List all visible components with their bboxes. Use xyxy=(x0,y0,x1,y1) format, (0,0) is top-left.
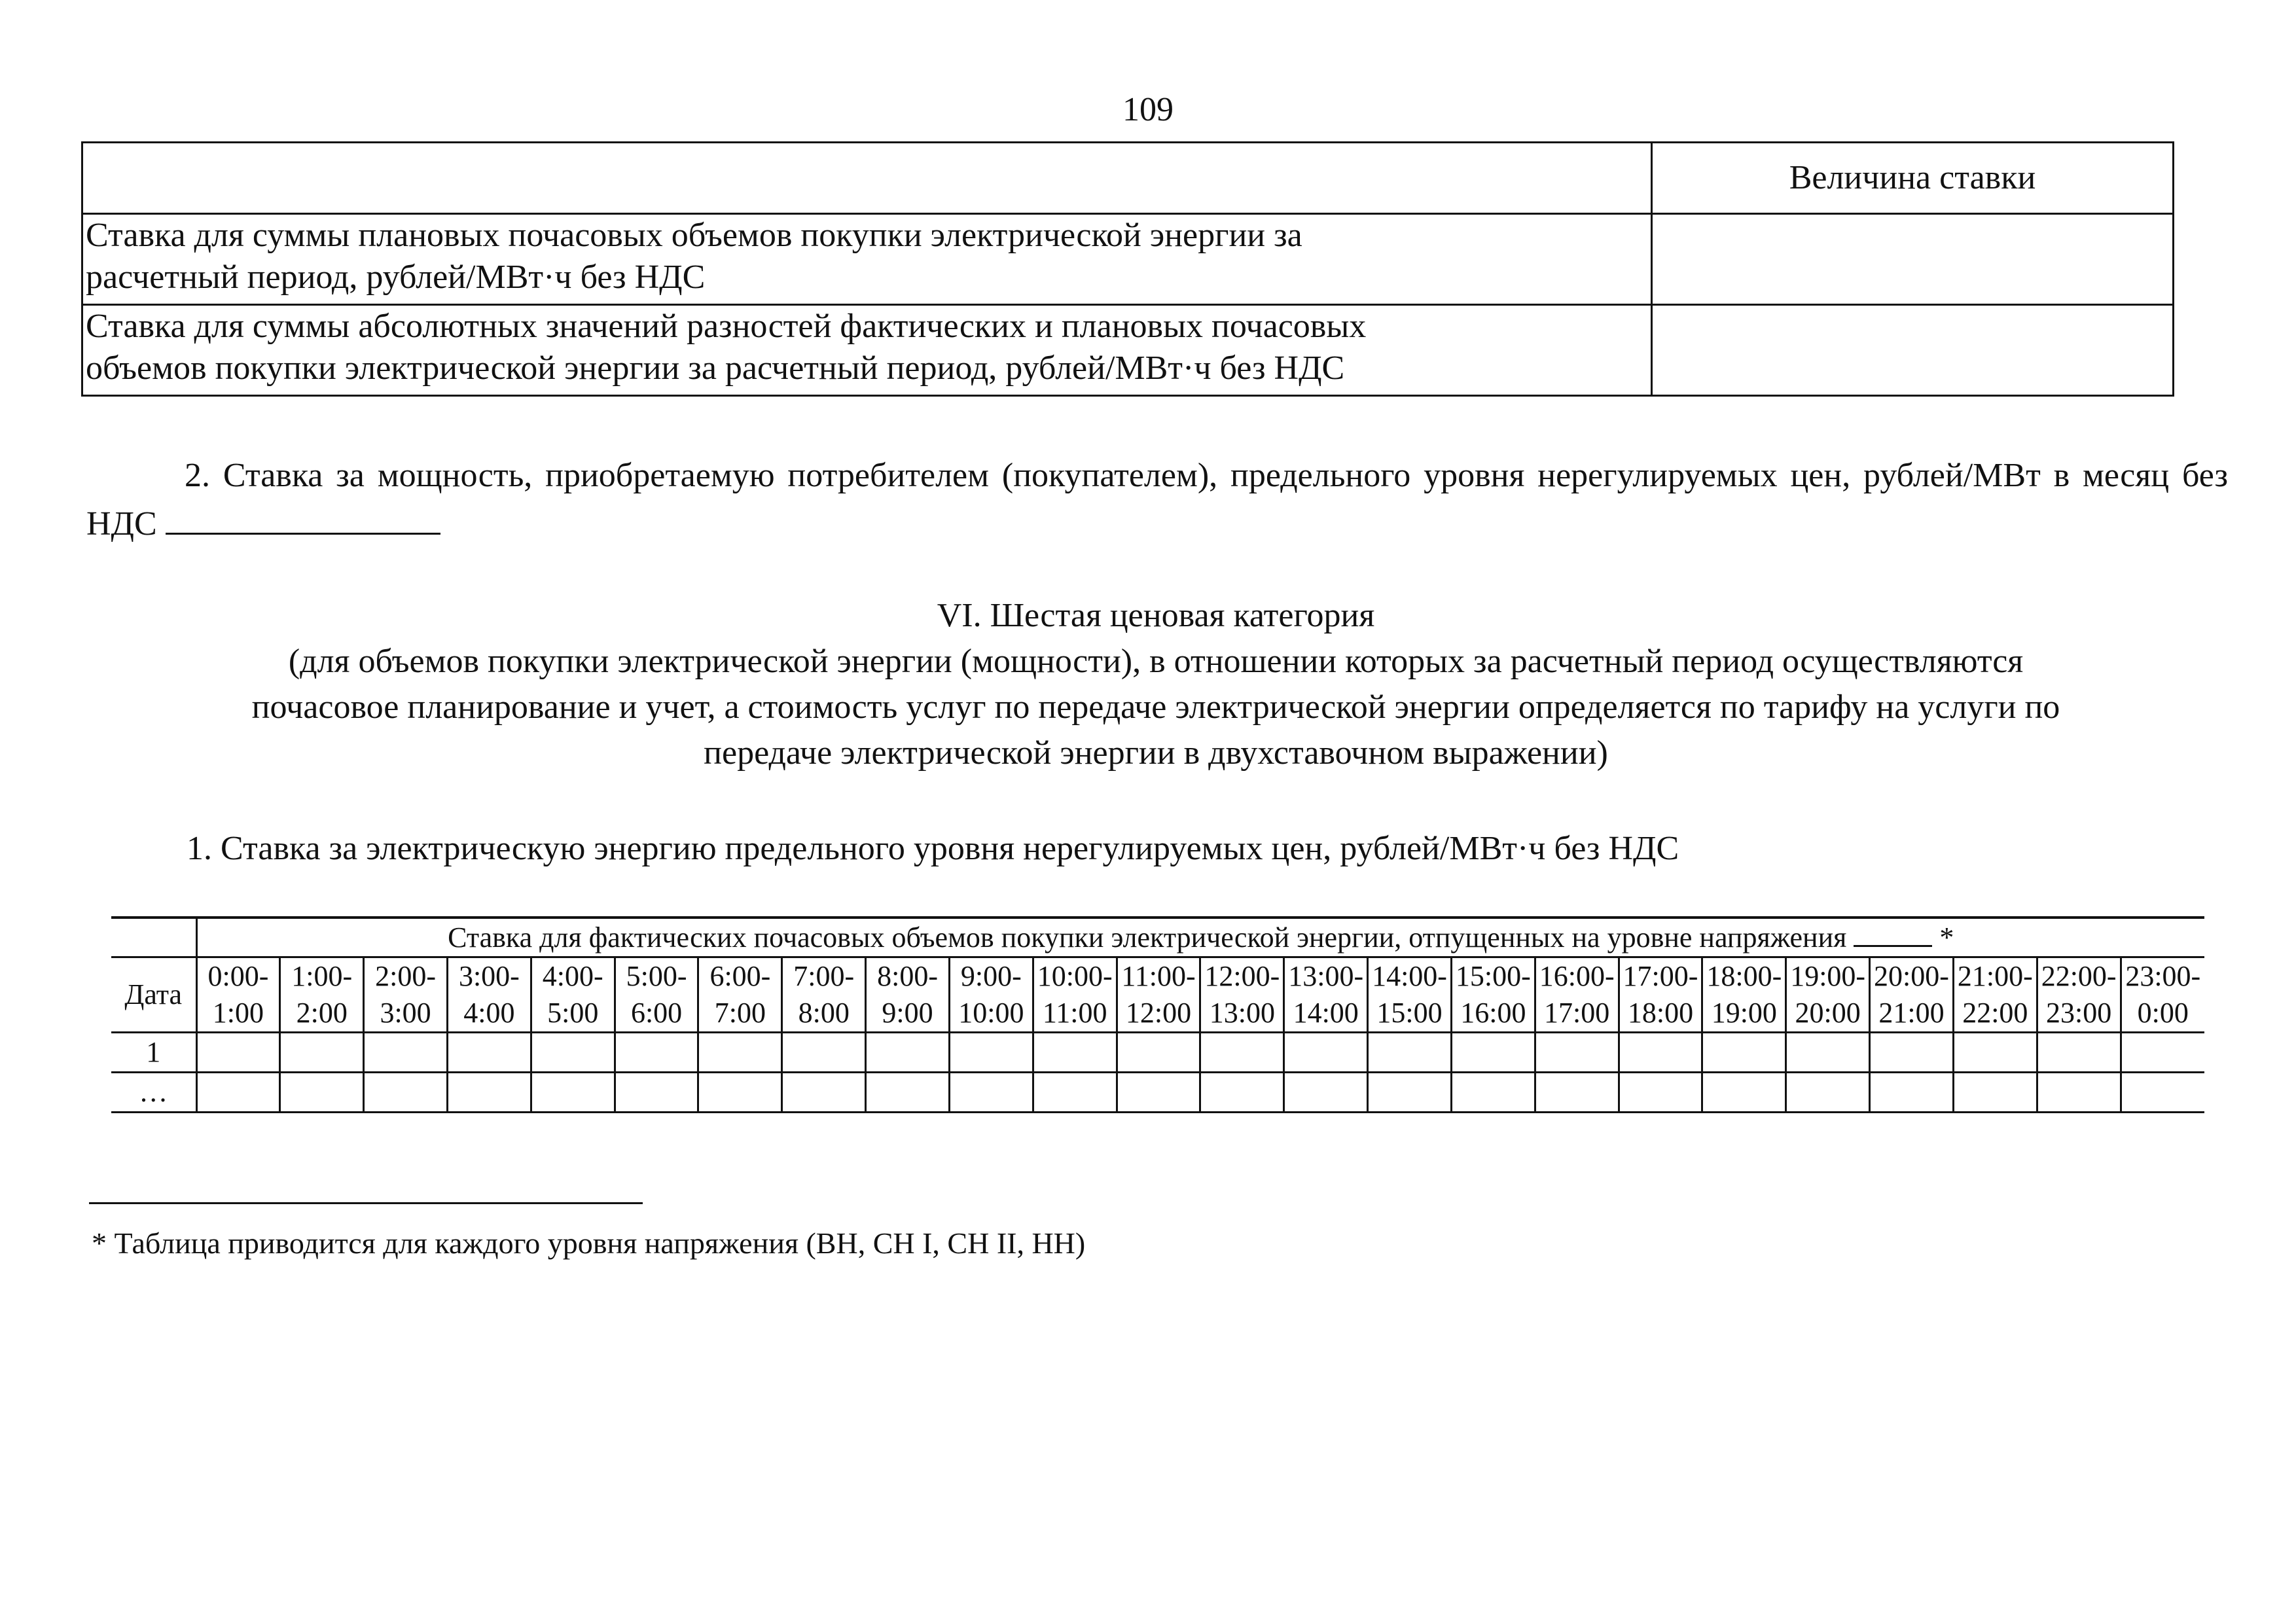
hour-interval-end: 20:00 xyxy=(1795,997,1861,1029)
hour-interval-start: 14:00- xyxy=(1372,960,1447,992)
hourly-rate-cell[interactable] xyxy=(782,1073,866,1113)
hour-interval-header xyxy=(196,957,280,1033)
hour-interval-start: 9:00- xyxy=(960,960,1022,992)
hour-interval-header xyxy=(531,957,615,1033)
hourly-rate-cell[interactable] xyxy=(866,1033,950,1073)
hourly-rate-cell[interactable] xyxy=(531,1033,615,1073)
section-subtitle-line: передаче электрической энергии в двухставочном выражении) xyxy=(704,734,1608,772)
hourly-rate-cell[interactable] xyxy=(949,1073,1033,1113)
footnote-divider xyxy=(89,1202,643,1204)
hour-interval-start: 10:00- xyxy=(1037,960,1113,992)
hourly-table-caption-text: Ставка для фактических почасовых объемов покупки электрической энергии, отпущенных на уровне напряжения xyxy=(448,921,1847,954)
rate-description-cell xyxy=(82,305,1652,396)
hour-interval-end: 10:00 xyxy=(958,997,1024,1029)
section-subtitle-line: (для объемов покупки электрической энергии (мощности), в отношении которых за расчетный период осуществляются xyxy=(288,643,2024,680)
hour-interval-end: 6:00 xyxy=(630,997,683,1029)
hourly-rate-cell[interactable] xyxy=(2121,1073,2204,1113)
rate-description-line: расчетный период, рублей/МВт·ч без НДС xyxy=(86,259,706,296)
hour-interval-end: 13:00 xyxy=(1209,997,1275,1029)
hour-interval-end: 4:00 xyxy=(463,997,515,1029)
hour-interval-start: 7:00- xyxy=(793,960,855,992)
hourly-rate-cell[interactable] xyxy=(1953,1033,2037,1073)
hour-interval-header xyxy=(1451,957,1535,1033)
hourly-rate-cell[interactable] xyxy=(615,1033,698,1073)
energy-rate-paragraph: 1. Ставка за электрическую энергию предельного уровня нерегулируемых цен, рублей/МВт·ч без НДС xyxy=(187,830,1679,867)
hourly-rate-cell[interactable] xyxy=(866,1073,950,1113)
hour-interval-end: 3:00 xyxy=(380,997,431,1029)
rate-description-cell xyxy=(82,214,1652,305)
hour-interval-header xyxy=(1033,957,1117,1033)
rate-value-header: Величина ставки xyxy=(1652,143,2174,214)
hourly-rate-cell[interactable] xyxy=(1200,1033,1284,1073)
hour-interval-start: 15:00- xyxy=(1455,960,1531,992)
hour-interval-start: 16:00- xyxy=(1539,960,1615,992)
hour-interval-header xyxy=(1702,957,1786,1033)
hour-interval-start: 19:00- xyxy=(1790,960,1866,992)
hour-interval-header xyxy=(1786,957,1870,1033)
capacity-rate-paragraph xyxy=(86,453,2228,547)
hour-interval-header xyxy=(1200,957,1284,1033)
hour-interval-end: 9:00 xyxy=(882,997,933,1029)
rate-table-empty-header-cell xyxy=(82,143,1652,214)
hour-interval-header xyxy=(1368,957,1452,1033)
date-cell: … xyxy=(111,1073,196,1113)
hour-interval-end: 23:00 xyxy=(2046,997,2112,1029)
hour-interval-start: 0:00- xyxy=(207,960,269,992)
rate-value-cell[interactable] xyxy=(1652,214,2174,305)
hour-interval-start: 8:00- xyxy=(877,960,938,992)
hourly-rate-cell[interactable] xyxy=(698,1073,782,1113)
hour-interval-header xyxy=(2121,957,2204,1033)
hourly-rate-cell[interactable] xyxy=(1786,1073,1870,1113)
hour-interval-header xyxy=(364,957,448,1033)
hourly-rate-table xyxy=(111,916,2204,1113)
capacity-rate-text: 2. Ставка за мощность, приобретаемую потребителем (покупателем), предельного уровня нерегулируемых цен, рублей/МВт в месяц без НДС xyxy=(86,457,2228,543)
hourly-rate-cell[interactable] xyxy=(1284,1033,1368,1073)
hourly-rate-cell[interactable] xyxy=(196,1033,280,1073)
hour-interval-header xyxy=(615,957,698,1033)
hour-interval-start: 20:00- xyxy=(1874,960,1949,992)
hourly-rate-cell[interactable] xyxy=(1535,1073,1619,1113)
hour-interval-start: 17:00- xyxy=(1623,960,1698,992)
rate-table-row xyxy=(82,305,2174,396)
hourly-rate-cell[interactable] xyxy=(782,1033,866,1073)
section-heading xyxy=(85,593,2227,776)
hour-interval-end: 21:00 xyxy=(1878,997,1945,1029)
hour-interval-end: 18:00 xyxy=(1627,997,1694,1029)
date-row xyxy=(111,1033,2204,1073)
hour-interval-header xyxy=(447,957,531,1033)
hour-interval-end: 12:00 xyxy=(1125,997,1192,1029)
hour-interval-end: 15:00 xyxy=(1376,997,1443,1029)
hourly-rate-cell[interactable] xyxy=(1368,1073,1452,1113)
footnote: * Таблица приводится для каждого уровня напряжения (ВН, СН I, СН II, НН) xyxy=(92,1226,1086,1260)
hour-interval-start: 22:00- xyxy=(2041,960,2117,992)
hourly-rate-cell[interactable] xyxy=(1284,1073,1368,1113)
date-header: Дата xyxy=(111,957,196,1033)
hour-interval-header xyxy=(1619,957,1702,1033)
hourly-rate-cell[interactable] xyxy=(615,1073,698,1113)
hour-interval-end: 22:00 xyxy=(1962,997,2028,1029)
hourly-rate-cell[interactable] xyxy=(1117,1033,1200,1073)
hourly-rate-cell[interactable] xyxy=(1368,1033,1452,1073)
hour-interval-start: 12:00- xyxy=(1204,960,1280,992)
hourly-rate-cell[interactable] xyxy=(949,1033,1033,1073)
hourly-table-caption xyxy=(196,918,2204,957)
hour-interval-end: 0:00 xyxy=(2137,997,2189,1029)
hourly-rate-cell[interactable] xyxy=(2037,1033,2121,1073)
section-subtitle-line: почасовое планирование и учет, а стоимость услуг по передаче электрической энергии определяется по тарифу на услуги по xyxy=(251,688,2060,726)
hour-interval-header xyxy=(949,957,1033,1033)
hourly-rate-cell[interactable] xyxy=(1702,1033,1786,1073)
hourly-rate-cell[interactable] xyxy=(698,1033,782,1073)
hour-interval-end: 16:00 xyxy=(1460,997,1526,1029)
date-header-spacer xyxy=(111,918,196,957)
hour-interval-start: 11:00- xyxy=(1121,960,1196,992)
hourly-rate-cell[interactable] xyxy=(2121,1033,2204,1073)
hourly-rate-cell[interactable] xyxy=(1200,1073,1284,1113)
hourly-rate-cell[interactable] xyxy=(1033,1033,1117,1073)
hour-interval-header xyxy=(1535,957,1619,1033)
hour-interval-start: 2:00- xyxy=(375,960,437,992)
section-title: VI. Шестая ценовая категория xyxy=(937,597,1375,634)
hourly-rate-cell[interactable] xyxy=(1451,1033,1535,1073)
hour-interval-start: 13:00- xyxy=(1288,960,1364,992)
hourly-rate-cell[interactable] xyxy=(1619,1073,1702,1113)
hourly-rate-cell[interactable] xyxy=(1702,1073,1786,1113)
hourly-rate-cell[interactable] xyxy=(364,1033,448,1073)
hour-interval-end: 17:00 xyxy=(1544,997,1610,1029)
hour-interval-start: 23:00- xyxy=(2125,960,2201,992)
hour-interval-end: 19:00 xyxy=(1711,997,1777,1029)
hour-interval-header xyxy=(698,957,782,1033)
hourly-rate-cell[interactable] xyxy=(280,1073,364,1113)
rate-description-line: объемов покупки электрической энергии за расчетный период, рублей/МВт·ч без НДС xyxy=(86,349,1345,387)
hourly-table-caption-row xyxy=(111,918,2204,957)
hourly-rate-cell[interactable] xyxy=(280,1033,364,1073)
hour-interval-header xyxy=(1870,957,1954,1033)
rate-table-row xyxy=(82,214,2174,305)
hour-interval-end: 1:00 xyxy=(212,997,264,1029)
hourly-rate-cell[interactable] xyxy=(1619,1033,1702,1073)
hourly-rate-cell[interactable] xyxy=(196,1073,280,1113)
hour-interval-start: 4:00- xyxy=(542,960,603,992)
hour-interval-start: 6:00- xyxy=(709,960,771,992)
hour-interval-header xyxy=(1953,957,2037,1033)
hourly-rate-cell[interactable] xyxy=(1033,1073,1117,1113)
hourly-rate-cell[interactable] xyxy=(1953,1073,2037,1113)
hour-interval-start: 5:00- xyxy=(626,960,687,992)
hourly-rate-cell[interactable] xyxy=(1870,1073,1954,1113)
rate-value-cell[interactable] xyxy=(1652,305,2174,396)
hourly-rate-cell[interactable] xyxy=(364,1073,448,1113)
hour-interval-header xyxy=(280,957,364,1033)
hour-interval-end: 14:00 xyxy=(1293,997,1359,1029)
hour-interval-end: 7:00 xyxy=(714,997,766,1029)
hours-header-row xyxy=(111,957,2204,1033)
rate-description-line: Ставка для суммы плановых почасовых объемов покупки электрической энергии за xyxy=(86,217,1302,254)
voltage-level-blank[interactable] xyxy=(1854,919,1932,947)
hour-interval-start: 3:00- xyxy=(458,960,520,992)
capacity-rate-blank[interactable] xyxy=(166,499,440,535)
hour-interval-end: 8:00 xyxy=(798,997,850,1029)
rate-table xyxy=(81,141,2174,397)
hour-interval-end: 11:00 xyxy=(1042,997,1107,1029)
hour-interval-start: 21:00- xyxy=(1957,960,2033,992)
hourly-rate-cell[interactable] xyxy=(1535,1033,1619,1073)
date-row xyxy=(111,1073,2204,1113)
hour-interval-start: 18:00- xyxy=(1706,960,1782,992)
hourly-rate-cell[interactable] xyxy=(2037,1073,2121,1113)
page-number: 109 xyxy=(1122,91,1174,128)
hourly-rate-cell[interactable] xyxy=(531,1073,615,1113)
hour-interval-header xyxy=(866,957,950,1033)
hourly-rate-cell[interactable] xyxy=(1451,1073,1535,1113)
hour-interval-header xyxy=(1284,957,1368,1033)
footnote-mark: * xyxy=(1939,921,1954,954)
date-cell: 1 xyxy=(111,1033,196,1073)
hour-interval-header xyxy=(1117,957,1200,1033)
rate-table-header-row xyxy=(82,143,2174,214)
hour-interval-header xyxy=(2037,957,2121,1033)
hourly-rate-cell[interactable] xyxy=(447,1073,531,1113)
hourly-rate-cell[interactable] xyxy=(447,1033,531,1073)
hour-interval-end: 5:00 xyxy=(547,997,599,1029)
hour-interval-start: 1:00- xyxy=(291,960,353,992)
hour-interval-header xyxy=(782,957,866,1033)
rate-description-line: Ставка для суммы абсолютных значений разностей фактических и плановых почасовых xyxy=(86,308,1367,345)
hourly-rate-cell[interactable] xyxy=(1786,1033,1870,1073)
hourly-rate-cell[interactable] xyxy=(1117,1073,1200,1113)
hour-interval-end: 2:00 xyxy=(296,997,348,1029)
hourly-rate-cell[interactable] xyxy=(1870,1033,1954,1073)
